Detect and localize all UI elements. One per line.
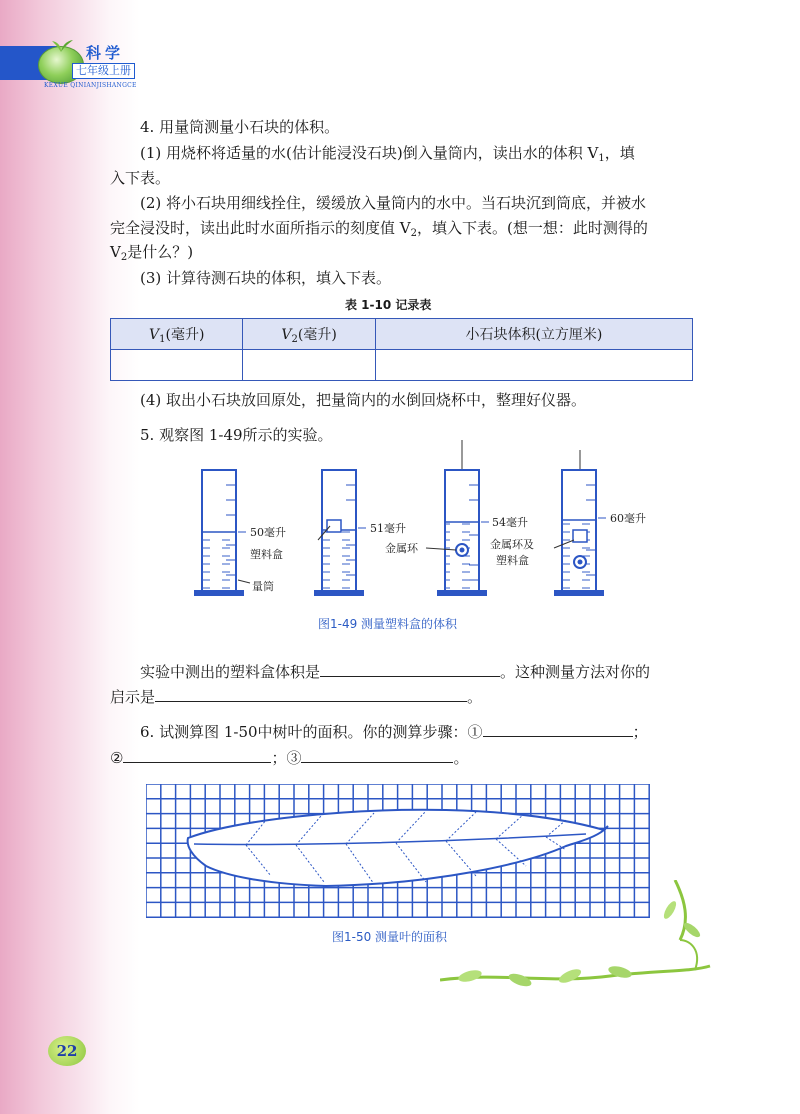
answer-blank-volume[interactable]: [320, 660, 500, 677]
q4-title: 4. 用量筒测量小石块的体积。: [140, 118, 340, 136]
q4-step4: (4) 取出小石块放回原处，把量筒内的水倒回烧杯中，整理好仪器。: [140, 391, 587, 409]
book-subject: 科学: [86, 44, 125, 62]
cylinder-1: [194, 470, 246, 596]
q6-line2: ② ；③ 。: [110, 746, 469, 770]
q5-answer-line1: 实验中测出的塑料盒体积是 。这种测量方法对你的: [140, 660, 650, 684]
label-51ml: 51毫升: [370, 522, 406, 535]
label-54ml: 54毫升: [492, 516, 528, 529]
table-header-volume: 小石块体积(立方厘米): [375, 319, 692, 350]
record-table: [110, 318, 693, 381]
table-header-v2: $V_2$(毫升): [243, 319, 375, 350]
answer-blank-step1[interactable]: [483, 720, 633, 737]
label-50ml: 50毫升: [250, 526, 286, 539]
page-number: 22: [48, 1036, 86, 1066]
answer-blank-step2[interactable]: [123, 746, 271, 763]
book-grade: 七年级上册: [72, 63, 135, 79]
q5-answer-line2: 启示是 。: [110, 685, 482, 709]
table-cell-volume[interactable]: [375, 350, 692, 381]
fig-1-49-caption: 图1-49 测量塑料盒的体积: [318, 617, 458, 631]
table-header-v1: $V_1$(毫升): [111, 319, 243, 350]
q4-step2-line1: (2) 将小石块用细线拴住，缓缓放入量筒内的水中。当石块沉到筒底，并被水: [140, 194, 647, 212]
sprout-icon: [46, 38, 76, 52]
fig-1-50-caption: 图1-50 测量叶的面积: [332, 930, 448, 944]
cylinder-4: [554, 450, 606, 596]
label-ring-and-box-2: 塑料盒: [496, 554, 529, 567]
table-cell-v1[interactable]: [111, 350, 243, 381]
q6-line1: 6. 试测算图 1-50中树叶的面积。你的测算步骤：① ；: [140, 720, 648, 744]
table-cell-v2[interactable]: [243, 350, 375, 381]
q4-step2-line2: 完全浸没时，读出此时水面所指示的刻度值 $V_2$，填入下表。(想一想：此时测得的: [110, 219, 648, 239]
cylinder-3: [437, 440, 489, 596]
label-60ml: 60毫升: [610, 512, 646, 525]
answer-blank-insight[interactable]: [155, 685, 467, 702]
q4-step2-line3: $V_2$是什么？): [110, 243, 194, 263]
q5-title: 5. 观察图 1-49所示的实验。: [140, 426, 333, 444]
figure-1-49: [180, 440, 680, 610]
q4-step3: (3) 计算待测石块的体积，填入下表。: [140, 269, 392, 287]
answer-blank-step3[interactable]: [301, 746, 453, 763]
table-caption: 表 1-10 记录表: [345, 298, 432, 312]
label-cylinder: 量筒: [252, 580, 274, 593]
label-box: 塑料盒: [250, 548, 283, 561]
cylinder-2: [314, 470, 366, 596]
label-ring: 金属环: [385, 542, 418, 555]
book-pinyin: KEXUE QINIANJISHANGCE: [44, 82, 137, 89]
vine-decoration: [440, 880, 740, 1010]
q4-step1-line1: (1) 用烧杯将适量的水(估计能浸没石块)倒入量筒内，读出水的体积 $V_1$，填: [140, 144, 635, 164]
q4-step1-line2: 入下表。: [110, 169, 171, 187]
label-ring-and-box-1: 金属环及: [490, 538, 534, 551]
